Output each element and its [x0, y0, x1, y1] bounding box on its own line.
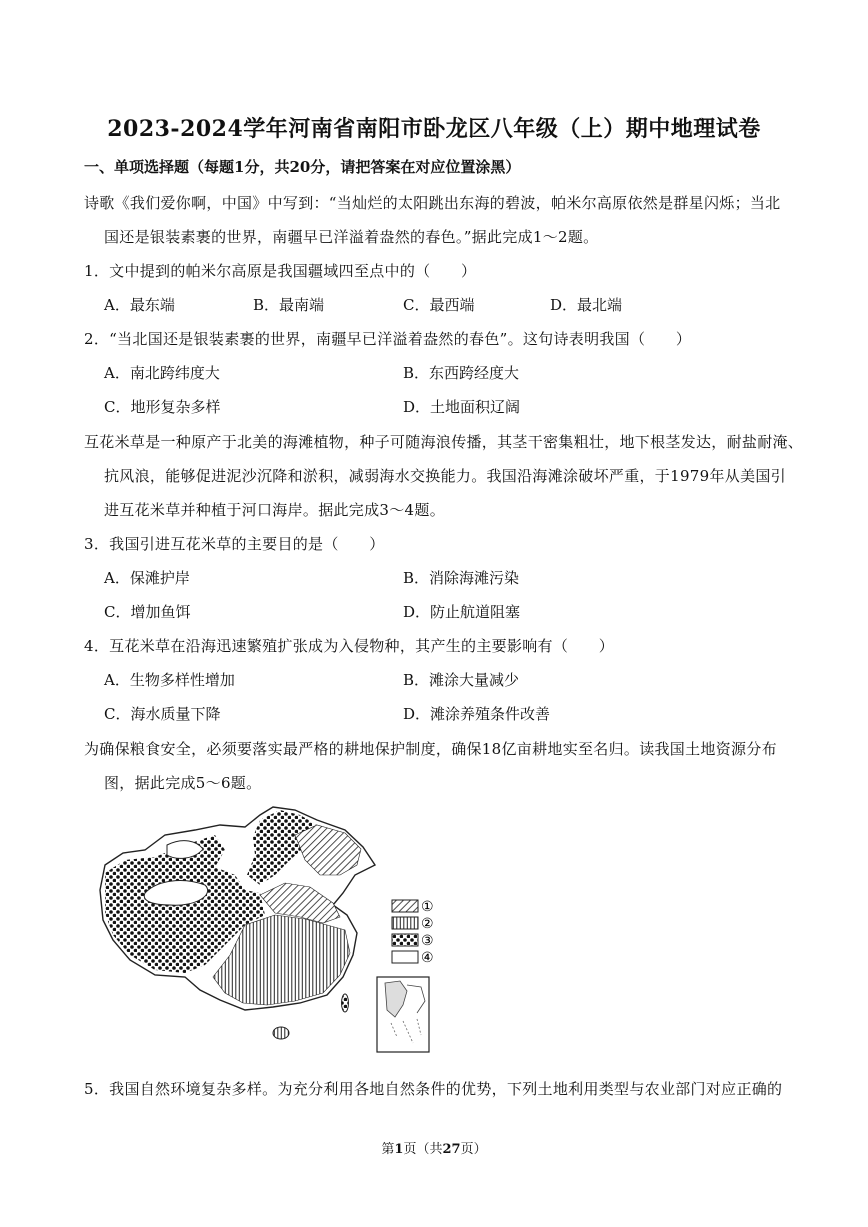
question-3-option-c: C．增加鱼饵: [104, 603, 191, 621]
footer-mid: 页（共: [403, 1142, 443, 1157]
page-footer: [0, 1138, 868, 1157]
question-4-option-c: C．海水质量下降: [104, 705, 221, 723]
hainan-island: [273, 1027, 289, 1039]
question-2-stem: 2．“当北国还是银装素裹的世界，南疆早已洋溢着盎然的春色”。这句诗表明我国（ ）: [84, 330, 692, 348]
question-3-stem: 3．我国引进互花米草的主要目的是（ ）: [84, 535, 385, 553]
question-3-option-d: D．防止航道阻塞: [403, 603, 521, 621]
question-2-option-d: D．土地面积辽阔: [403, 398, 521, 416]
south-china-sea-inset: [377, 977, 429, 1052]
passage-2-line-1: 互花米草是一种原产于北美的海滩植物，种子可随海浪传播，其茎干密集粗壮，地下根茎发达，耐盐耐淹、: [84, 433, 804, 451]
passage-1-line-2: 国还是银装素裹的世界，南疆早已洋溢着盎然的春色。”据此完成1～2题。: [104, 228, 599, 246]
question-1-option-c: C．最西端: [403, 296, 475, 314]
footer-total-pages: 27: [442, 1142, 461, 1157]
passage-3-line-2: 图，据此完成5～6题。: [104, 774, 262, 792]
passage-2-line-2: 抗风浪，能够促进泥沙沉降和淤积，减弱海水交换能力。我国沿海滩涂破坏严重，于1979年从美国引: [104, 467, 786, 485]
legend-label-4: ④: [421, 950, 434, 966]
question-4-stem: 4．互花米草在沿海迅速繁殖扩张成为入侵物种，其产生的主要影响有（ ）: [84, 637, 615, 655]
map-legend: [392, 899, 434, 966]
taiwan-island: [342, 994, 349, 1012]
question-2-option-c: C．地形复杂多样: [104, 398, 221, 416]
question-2-option-b: B．东西跨经度大: [403, 364, 520, 382]
passage-3-line-1: 为确保粮食安全，必须要落实最严格的耕地保护制度，确保18亿亩耕地实至名归。读我国土地资源分布: [84, 740, 777, 758]
land-resource-map: [95, 805, 445, 1055]
question-4-option-b: B．滩涂大量减少: [403, 671, 520, 689]
section-heading: 一、单项选择题（每题1分，共20分，请把答案在对应位置涂黑）: [84, 158, 521, 176]
question-3-option-a: A．保滩护岸: [104, 569, 190, 587]
footer-pre: 第: [381, 1142, 395, 1157]
question-1-option-a: A．最东端: [104, 296, 175, 314]
footer-page-number: 1: [394, 1142, 404, 1157]
question-5-stem: 5．我国自然环境复杂多样。为充分利用各地自然条件的优势，下列土地利用类型与农业部门对应正确的: [84, 1080, 783, 1098]
question-4-option-d: D．滩涂养殖条件改善: [403, 705, 551, 723]
question-1-stem: 1．文中提到的帕米尔高原是我国疆域四至点中的（ ）: [84, 262, 477, 280]
passage-1-line-1: 诗歌《我们爱你啊，中国》中写到：“当灿烂的太阳跳出东海的碧波，帕米尔高原依然是群星闪烁；当北: [84, 194, 781, 212]
legend-label-1: ①: [421, 899, 434, 915]
page-title: 2023-2024学年河南省南阳市卧龙区八年级（上）期中地理试卷: [107, 116, 761, 142]
passage-2-line-3: 进互花米草并种植于河口海岸。据此完成3～4题。: [104, 501, 445, 519]
question-2-option-a: A．南北跨纬度大: [104, 364, 220, 382]
question-1-option-d: D．最北端: [550, 296, 623, 314]
question-4-option-a: A．生物多样性增加: [104, 671, 235, 689]
legend-label-3: ③: [421, 933, 434, 949]
question-1-option-b: B．最南端: [253, 296, 325, 314]
question-3-option-b: B．消除海滩污染: [403, 569, 520, 587]
footer-post: 页）: [460, 1142, 487, 1157]
legend-label-2: ②: [421, 916, 434, 932]
